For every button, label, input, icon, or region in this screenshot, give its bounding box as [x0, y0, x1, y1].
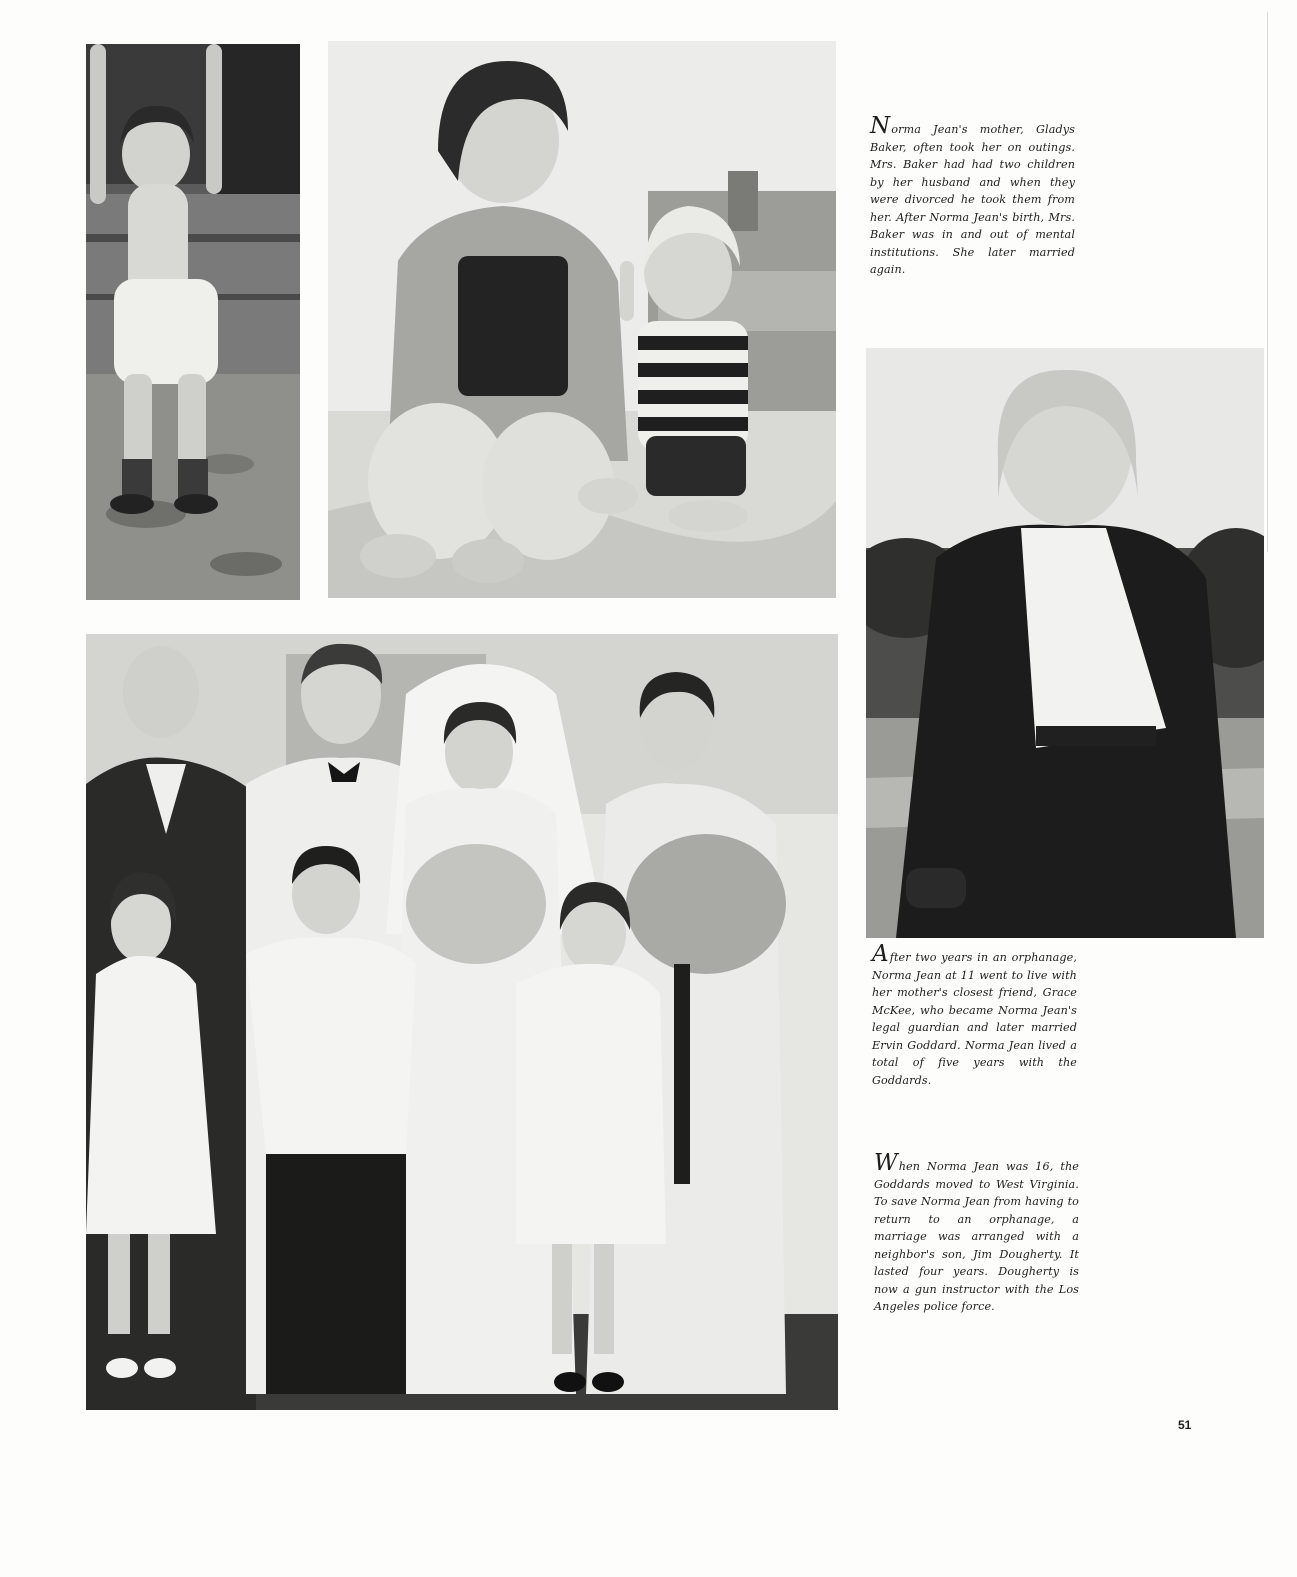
photo-wedding-group [86, 634, 838, 1410]
wedding-photo-image [86, 634, 838, 1410]
caption-mother-text: orma Jean's mother, Gladys Baker, often took her on outings. Mrs. Baker had had two children by her husband and when they were divorced he took them from her. After Norma Jean's birth, Mrs. Baker was in and out of mental institutions. She later married again. [870, 123, 1075, 276]
page-edge-line [1267, 12, 1268, 552]
caption-mother-initial: N [870, 113, 891, 139]
toddler-photo-image [86, 44, 300, 600]
caption-marriage-text: hen Norma Jean was 16, the Goddards moved to West Virginia. To save Norma Jean from having to return to an orphanage, a marriage was arranged with a neighbor's son, Jim Dougherty. It lasted four years. Dougherty is now a gun instructor with the Los Angeles police force. [874, 1160, 1079, 1313]
teen-photo-image [866, 348, 1264, 938]
photo-mother-and-child-beach [328, 41, 836, 598]
caption-mother [870, 113, 1075, 279]
caption-orphanage-text: fter two years in an orphanage, Norma Jean at 11 went to live with her mother's closest friend, Grace McKee, who became Norma Jean's legal guardian and later married Ervin Goddard. Norma Jean lived a total of five years with the Goddards. [872, 951, 1077, 1087]
beach-photo-image [328, 41, 836, 598]
caption-orphanage [872, 941, 1077, 1089]
caption-marriage [874, 1150, 1079, 1316]
caption-marriage-initial: W [874, 1150, 898, 1176]
photo-teen-portrait [866, 348, 1264, 938]
page-number: 51 [1178, 1418, 1192, 1432]
photo-toddler-standing [86, 44, 300, 600]
caption-orphanage-initial: A [872, 941, 889, 967]
